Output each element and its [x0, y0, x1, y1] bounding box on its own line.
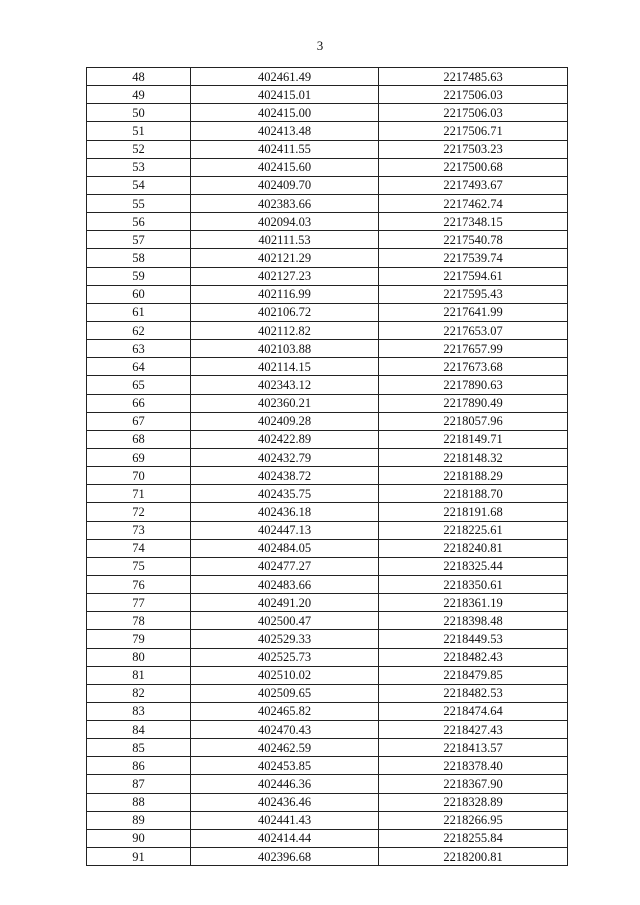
x-coordinate-cell: 402112.82	[191, 321, 379, 339]
y-coordinate-cell: 2217506.71	[379, 122, 568, 140]
y-coordinate-cell: 2218149.71	[379, 430, 568, 448]
point-number-cell: 63	[87, 340, 191, 358]
point-number-cell: 66	[87, 394, 191, 412]
y-coordinate-cell: 2217540.78	[379, 231, 568, 249]
y-coordinate-cell: 2217506.03	[379, 104, 568, 122]
x-coordinate-cell: 402114.15	[191, 358, 379, 376]
y-coordinate-cell: 2217594.61	[379, 267, 568, 285]
x-coordinate-cell: 402436.18	[191, 503, 379, 521]
table-row	[87, 684, 568, 702]
x-coordinate-cell: 402500.47	[191, 612, 379, 630]
y-coordinate-cell: 2218266.95	[379, 811, 568, 829]
y-coordinate-cell: 2218367.90	[379, 775, 568, 793]
x-coordinate-cell: 402413.48	[191, 122, 379, 140]
y-coordinate-cell: 2218427.43	[379, 721, 568, 739]
point-number-cell: 54	[87, 176, 191, 194]
y-coordinate-cell: 2217506.03	[379, 86, 568, 104]
table-row	[87, 811, 568, 829]
x-coordinate-cell: 402414.44	[191, 829, 379, 847]
y-coordinate-cell: 2218188.29	[379, 467, 568, 485]
y-coordinate-cell: 2217348.15	[379, 213, 568, 231]
x-coordinate-cell: 402343.12	[191, 376, 379, 394]
point-number-cell: 74	[87, 539, 191, 557]
x-coordinate-cell: 402383.66	[191, 194, 379, 212]
x-coordinate-cell: 402422.89	[191, 430, 379, 448]
y-coordinate-cell: 2217641.99	[379, 303, 568, 321]
y-coordinate-cell: 2218148.32	[379, 448, 568, 466]
table-row	[87, 739, 568, 757]
point-number-cell: 53	[87, 158, 191, 176]
table-row	[87, 521, 568, 539]
point-number-cell: 78	[87, 612, 191, 630]
x-coordinate-cell: 402529.33	[191, 630, 379, 648]
y-coordinate-cell: 2218350.61	[379, 575, 568, 593]
point-number-cell: 85	[87, 739, 191, 757]
x-coordinate-cell: 402103.88	[191, 340, 379, 358]
x-coordinate-cell: 402461.49	[191, 68, 379, 86]
point-number-cell: 83	[87, 702, 191, 720]
x-coordinate-cell: 402525.73	[191, 648, 379, 666]
x-coordinate-cell: 402483.66	[191, 575, 379, 593]
table-row	[87, 376, 568, 394]
x-coordinate-cell: 402470.43	[191, 721, 379, 739]
page-number: 3	[316, 38, 324, 53]
x-coordinate-cell: 402111.53	[191, 231, 379, 249]
table-row	[87, 158, 568, 176]
y-coordinate-cell: 2217539.74	[379, 249, 568, 267]
y-coordinate-cell: 2218378.40	[379, 757, 568, 775]
table-row	[87, 213, 568, 231]
y-coordinate-cell: 2218482.53	[379, 684, 568, 702]
table-row	[87, 231, 568, 249]
table-row	[87, 249, 568, 267]
table-row	[87, 104, 568, 122]
y-coordinate-cell: 2218188.70	[379, 485, 568, 503]
table-row	[87, 594, 568, 612]
x-coordinate-cell: 402453.85	[191, 757, 379, 775]
y-coordinate-cell: 2217462.74	[379, 194, 568, 212]
table-row	[87, 122, 568, 140]
table-row	[87, 140, 568, 158]
y-coordinate-cell: 2217595.43	[379, 285, 568, 303]
point-number-cell: 65	[87, 376, 191, 394]
x-coordinate-cell: 402510.02	[191, 666, 379, 684]
point-number-cell: 60	[87, 285, 191, 303]
x-coordinate-cell: 402435.75	[191, 485, 379, 503]
x-coordinate-cell: 402415.60	[191, 158, 379, 176]
table-row	[87, 412, 568, 430]
y-coordinate-cell: 2218325.44	[379, 557, 568, 575]
point-number-cell: 89	[87, 811, 191, 829]
x-coordinate-cell: 402432.79	[191, 448, 379, 466]
table-row	[87, 666, 568, 684]
y-coordinate-cell: 2218191.68	[379, 503, 568, 521]
y-coordinate-cell: 2217493.67	[379, 176, 568, 194]
point-number-cell: 59	[87, 267, 191, 285]
x-coordinate-cell: 402446.36	[191, 775, 379, 793]
y-coordinate-cell: 2217503.23	[379, 140, 568, 158]
point-number-cell: 69	[87, 448, 191, 466]
point-number-cell: 87	[87, 775, 191, 793]
point-number-cell: 64	[87, 358, 191, 376]
x-coordinate-cell: 402465.82	[191, 702, 379, 720]
table-row	[87, 829, 568, 847]
y-coordinate-cell: 2217890.49	[379, 394, 568, 412]
point-number-cell: 68	[87, 430, 191, 448]
y-coordinate-cell: 2217485.63	[379, 68, 568, 86]
y-coordinate-cell: 2217500.68	[379, 158, 568, 176]
point-number-cell: 57	[87, 231, 191, 249]
table-row	[87, 612, 568, 630]
table-row	[87, 86, 568, 104]
y-coordinate-cell: 2218413.57	[379, 739, 568, 757]
table-row	[87, 485, 568, 503]
point-number-cell: 91	[87, 848, 191, 866]
table-row	[87, 430, 568, 448]
point-number-cell: 56	[87, 213, 191, 231]
table-row	[87, 557, 568, 575]
point-number-cell: 72	[87, 503, 191, 521]
y-coordinate-cell: 2217657.99	[379, 340, 568, 358]
y-coordinate-cell: 2218479.85	[379, 666, 568, 684]
y-coordinate-cell: 2218361.19	[379, 594, 568, 612]
x-coordinate-cell: 402415.01	[191, 86, 379, 104]
y-coordinate-cell: 2217890.63	[379, 376, 568, 394]
x-coordinate-cell: 402409.70	[191, 176, 379, 194]
table-row	[87, 448, 568, 466]
point-number-cell: 81	[87, 666, 191, 684]
x-coordinate-cell: 402436.46	[191, 793, 379, 811]
point-number-cell: 70	[87, 467, 191, 485]
table-row	[87, 267, 568, 285]
point-number-cell: 80	[87, 648, 191, 666]
x-coordinate-cell: 402411.55	[191, 140, 379, 158]
y-coordinate-cell: 2217653.07	[379, 321, 568, 339]
x-coordinate-cell: 402484.05	[191, 539, 379, 557]
y-coordinate-cell: 2218482.43	[379, 648, 568, 666]
point-number-cell: 90	[87, 829, 191, 847]
x-coordinate-cell: 402121.29	[191, 249, 379, 267]
table-row	[87, 176, 568, 194]
point-number-cell: 55	[87, 194, 191, 212]
y-coordinate-cell: 2218474.64	[379, 702, 568, 720]
y-coordinate-cell: 2218200.81	[379, 848, 568, 866]
point-number-cell: 67	[87, 412, 191, 430]
table-row	[87, 285, 568, 303]
table-row	[87, 757, 568, 775]
point-number-cell: 58	[87, 249, 191, 267]
table-row	[87, 648, 568, 666]
table-row	[87, 503, 568, 521]
x-coordinate-cell: 402415.00	[191, 104, 379, 122]
y-coordinate-cell: 2218398.48	[379, 612, 568, 630]
x-coordinate-cell: 402094.03	[191, 213, 379, 231]
point-number-cell: 84	[87, 721, 191, 739]
x-coordinate-cell: 402509.65	[191, 684, 379, 702]
table-row	[87, 340, 568, 358]
point-number-cell: 49	[87, 86, 191, 104]
point-number-cell: 86	[87, 757, 191, 775]
point-number-cell: 76	[87, 575, 191, 593]
x-coordinate-cell: 402360.21	[191, 394, 379, 412]
x-coordinate-cell: 402491.20	[191, 594, 379, 612]
table-row	[87, 793, 568, 811]
x-coordinate-cell: 402447.13	[191, 521, 379, 539]
table-row	[87, 630, 568, 648]
table-row	[87, 194, 568, 212]
table-row	[87, 702, 568, 720]
point-number-cell: 71	[87, 485, 191, 503]
point-number-cell: 51	[87, 122, 191, 140]
point-number-cell: 50	[87, 104, 191, 122]
x-coordinate-cell: 402438.72	[191, 467, 379, 485]
table-row	[87, 775, 568, 793]
x-coordinate-cell: 402409.28	[191, 412, 379, 430]
y-coordinate-cell: 2218328.89	[379, 793, 568, 811]
x-coordinate-cell: 402127.23	[191, 267, 379, 285]
y-coordinate-cell: 2217673.68	[379, 358, 568, 376]
x-coordinate-cell: 402116.99	[191, 285, 379, 303]
table-row	[87, 575, 568, 593]
table-row	[87, 68, 568, 86]
coordinates-table	[86, 67, 568, 866]
table-row	[87, 539, 568, 557]
x-coordinate-cell: 402441.43	[191, 811, 379, 829]
point-number-cell: 48	[87, 68, 191, 86]
y-coordinate-cell: 2218255.84	[379, 829, 568, 847]
point-number-cell: 52	[87, 140, 191, 158]
y-coordinate-cell: 2218225.61	[379, 521, 568, 539]
x-coordinate-cell: 402396.68	[191, 848, 379, 866]
point-number-cell: 79	[87, 630, 191, 648]
table-row	[87, 358, 568, 376]
table-row	[87, 721, 568, 739]
x-coordinate-cell: 402477.27	[191, 557, 379, 575]
table-row	[87, 848, 568, 866]
table-row	[87, 394, 568, 412]
point-number-cell: 82	[87, 684, 191, 702]
point-number-cell: 73	[87, 521, 191, 539]
y-coordinate-cell: 2218057.96	[379, 412, 568, 430]
point-number-cell: 62	[87, 321, 191, 339]
x-coordinate-cell: 402106.72	[191, 303, 379, 321]
coordinates-table-body	[87, 68, 568, 866]
point-number-cell: 61	[87, 303, 191, 321]
point-number-cell: 75	[87, 557, 191, 575]
point-number-cell: 77	[87, 594, 191, 612]
table-row	[87, 303, 568, 321]
y-coordinate-cell: 2218449.53	[379, 630, 568, 648]
y-coordinate-cell: 2218240.81	[379, 539, 568, 557]
table-row	[87, 321, 568, 339]
point-number-cell: 88	[87, 793, 191, 811]
table-row	[87, 467, 568, 485]
x-coordinate-cell: 402462.59	[191, 739, 379, 757]
